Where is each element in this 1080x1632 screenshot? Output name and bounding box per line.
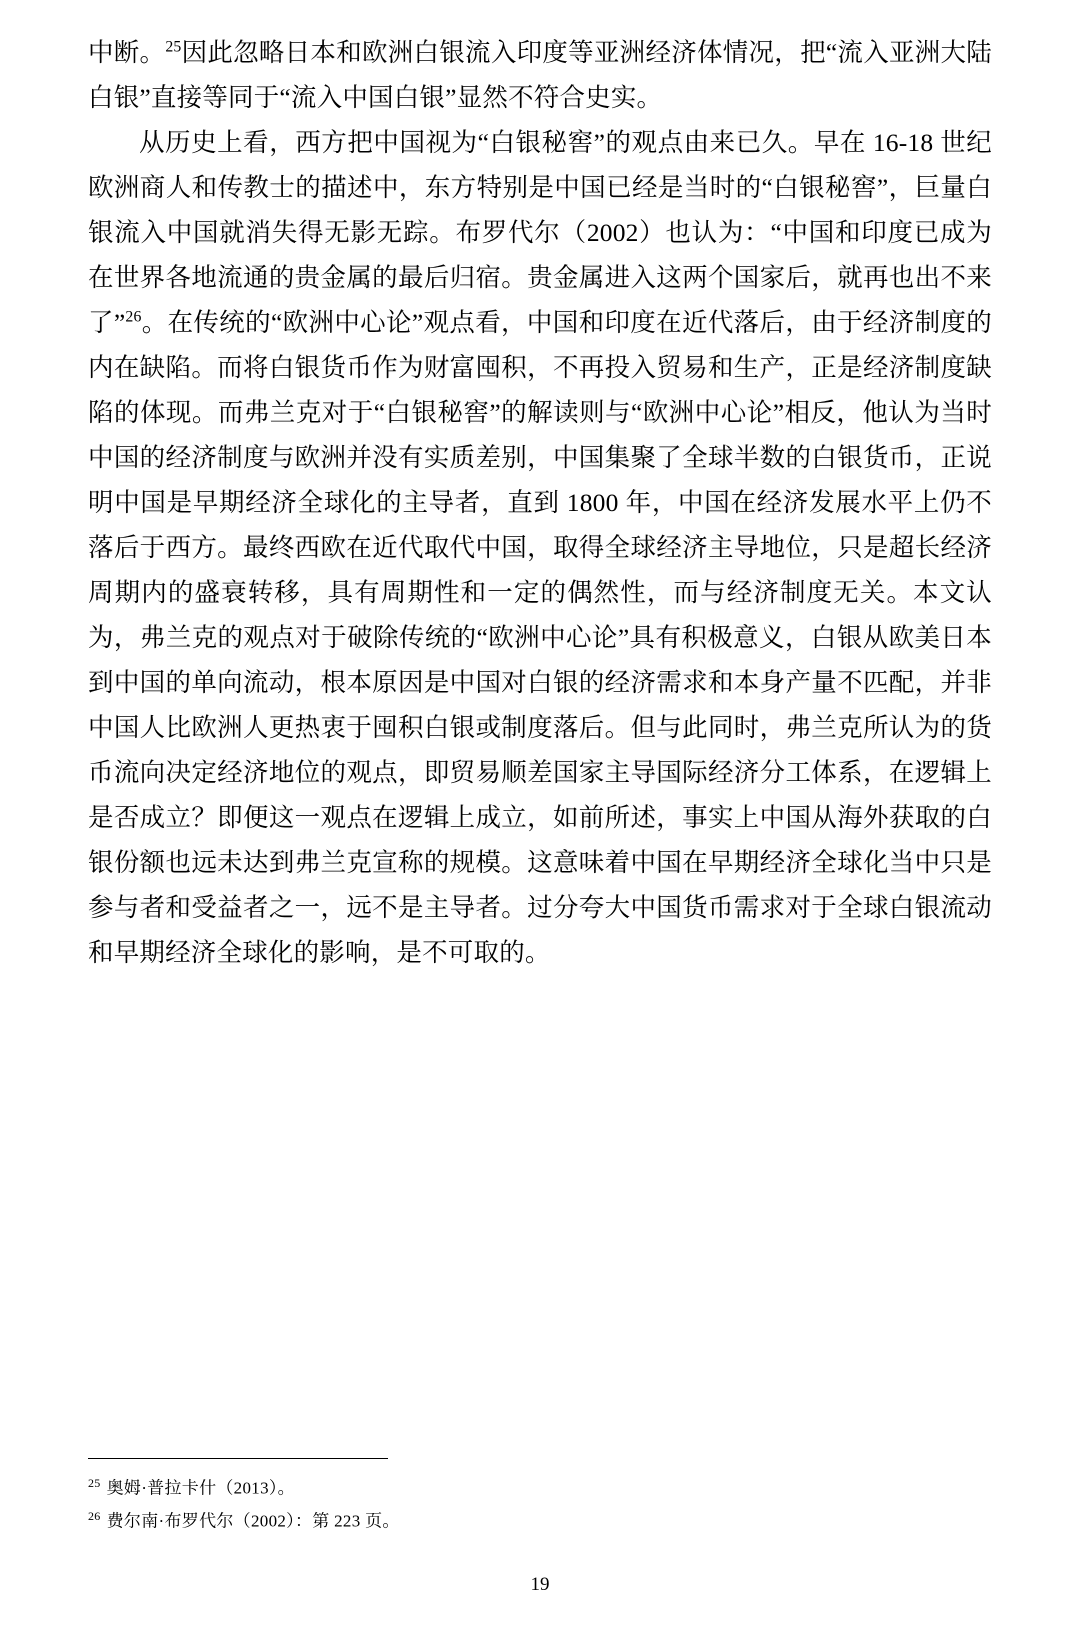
footnote-marker: 26 [125, 308, 142, 326]
footnote-25 [88, 1469, 992, 1503]
paragraph-1: 中断。$^{25}$因此忽略日本和欧洲白银流入印度等亚洲经济体情况，把“流入亚洲大陆白银”直接等同于“流入中国白银”显然不符合史实。 [88, 38, 992, 112]
footnote-25-number: 25 [88, 1475, 101, 1490]
footnote-area [88, 1458, 992, 1536]
footnote-26-number: 26 [88, 1509, 101, 1524]
footnote-26 [88, 1502, 992, 1536]
page-body [88, 30, 992, 975]
footnote-25-text: 奥姆·普拉卡什（2013）。 [106, 1478, 295, 1498]
footnote-separator-rule [88, 1458, 388, 1459]
paragraph-2: 从历史上看，西方把中国视为“白银秘窖”的观点由来已久。早在 16-18 世纪欧洲商人和传教士的描述中，东方特别是中国已经是当时的“白银秘窖”，巨量白银流入中国就消失得无影无踪。布罗代尔（2002）也认为：“中国和印度已成为在世界各地流通的贵金属的最后归宿。贵金属进入这两个国家后，就再也出不来了”$^{26}$。在传统的“欧洲中心论”观点看，中国和印度在近代落后，由于经济制度的内在缺陷。而将白银货币作为财富囤积，不再投入贸易和生产，正是经济制度缺陷的体现。而弗兰克对于“白银秘窖”的解读则与“欧洲中心论”相反，他认为当时中国的经济制度与欧洲并没有实质差别，中国集聚了全球半数的白银货币，正说明中国是早期经济全球化的主导者，直到 1800 年，中国在经济发展水平上仍不落后于西方。最终西欧在近代取代中国，取得全球经济主导地位，只是超长经济周期内的盛衰转移，具有周期性和一定的偶然性，而与经济制度无关。本文认为，弗兰克的观点对于破除传统的“欧洲中心论”具有积极意义，白银从欧美日本到中国的单向流动，根本原因是中国对白银的经济需求和本身产量不匹配，并非中国人比欧洲人更热衷于囤积白银或制度落后。但与此同时，弗兰克所认为的货币流向决定经济地位的观点，即贸易顺差国家主导国际经济分工体系，在逻辑上是否成立？即便这一观点在逻辑上成立，如前所述，事实上中国从海外获取的白银份额也远未达到弗兰克宣称的规模。这意味着中国在早期经济全球化当中只是参与者和受益者之一，远不是主导者。过分夸大中国货币需求对于全球白银流动和早期经济全球化的影响，是不可取的。 [88, 128, 992, 967]
footnote-26-text: 费尔南·布罗代尔（2002）：第 223 页。 [106, 1512, 400, 1531]
footnote-marker: 25 [165, 38, 182, 56]
page-number: 19 [530, 1574, 550, 1595]
